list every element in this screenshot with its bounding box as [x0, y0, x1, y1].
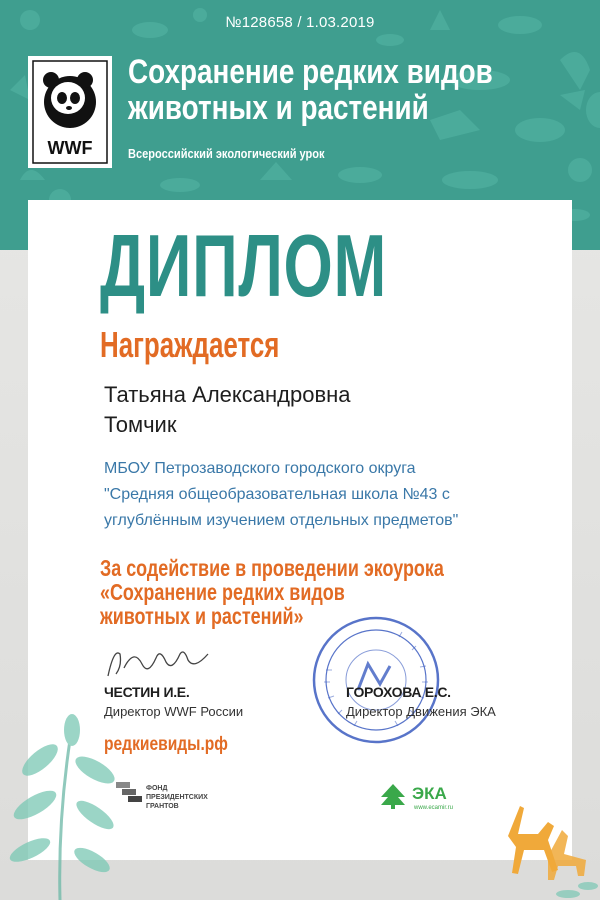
merit-line2: «Сохранение редких видов — [100, 579, 345, 605]
official-stamp — [306, 610, 446, 750]
signatory1-name: ЧЕСТИН И.Е. — [104, 684, 190, 700]
website-link[interactable]: редкиевиды.рф — [104, 734, 228, 755]
signatory2-name: ГОРОХОВА Е.С. — [346, 684, 451, 700]
recipient-line1: Татьяна Александровна — [104, 382, 351, 407]
signatory1-title: Директор WWF России — [104, 704, 244, 719]
school-line1: МБОУ Петрозаводского городского округа — [104, 460, 416, 477]
signatory2-title: Директор Движения ЭКА — [346, 704, 496, 719]
leaves-decoration — [0, 700, 140, 900]
recipient-name — [104, 380, 504, 440]
merit-line3: животных и растений» — [100, 603, 304, 629]
certificate-number: №128658 / 1.03.2019 — [225, 14, 375, 31]
wwf-logo-text: WWF — [47, 138, 93, 158]
awarded-label: Награждается — [100, 324, 280, 365]
fund-line1: ФОНД — [146, 785, 168, 792]
presidential-grants-fund-label — [146, 784, 208, 811]
panda-icon — [30, 58, 110, 166]
banner-title-line2: животных и растений — [128, 89, 429, 127]
deer-decoration — [488, 796, 598, 900]
diploma-heading: ДИПЛОМ — [100, 216, 388, 315]
merit-line1: За содействие в проведении экоурока — [100, 555, 444, 581]
eka-url[interactable]: www.ecamir.ru — [414, 805, 454, 811]
banner-subtitle: Всероссийский экологический урок — [128, 146, 325, 161]
recipient-line2: Томчик — [104, 412, 177, 437]
wwf-logo — [28, 56, 112, 168]
school-name — [104, 456, 544, 534]
fund-line2: ПРЕЗИДЕНТСКИХ — [146, 794, 208, 801]
school-line2: "Средняя общеобразовательная школа №43 с — [104, 486, 450, 503]
eka-tree-icon — [378, 782, 408, 810]
eka-logo-text: ЭКА — [412, 784, 447, 803]
fund-line3: ГРАНТОВ — [146, 803, 179, 810]
signature-chestin — [102, 646, 222, 686]
banner-title — [128, 54, 493, 126]
school-line3: углублённым изучением отдельных предметов" — [104, 512, 459, 529]
banner-title-line1: Сохранение редких видов — [128, 53, 493, 91]
